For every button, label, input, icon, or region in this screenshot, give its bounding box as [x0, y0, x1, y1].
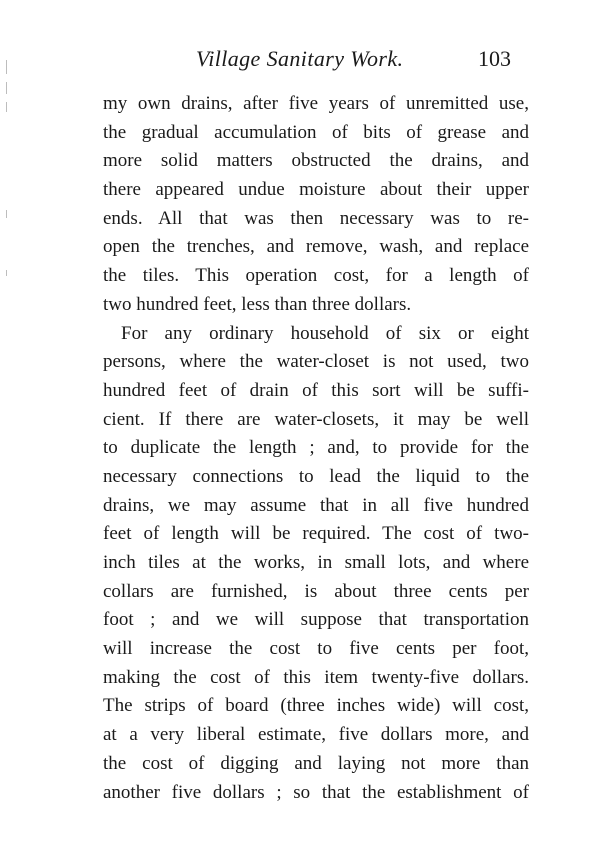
text-line: persons, where the water-closet is not used, two [103, 351, 529, 373]
text-line: foot ; and we will suppose that transportation [103, 609, 529, 631]
text-line: drains, we may assume that in all five hundred [103, 494, 529, 516]
paragraph-new [103, 320, 529, 808]
text-line: there appeared undue moisture about their upper [103, 179, 529, 201]
text-line: inch tiles at the works, in small lots, and where [103, 552, 529, 573]
text-line: ends. All that was then necessary was to re- [103, 207, 529, 229]
text-line: open the trenches, and remove, wash, and replace [103, 236, 529, 258]
margin-marks [6, 60, 10, 280]
paragraph-continued [103, 90, 529, 320]
text-line: collars are furnished, is about three cents per [103, 580, 529, 602]
text-line: another five dollars ; so that the establishment of [103, 781, 529, 803]
text-line: the cost of digging and laying not more than [103, 752, 529, 774]
text-line: will increase the cost to five cents per foot, [103, 638, 529, 660]
running-title: Village Sanitary Work. [196, 46, 404, 71]
running-head [0, 40, 600, 76]
text-line: to duplicate the length ; and, to provide for the [103, 437, 529, 459]
text-line: hundred feet of drain of this sort will be suffi- [103, 379, 529, 401]
text-line: the tiles. This operation cost, for a length of [103, 265, 529, 287]
text-line: making the cost of this item twenty-five dollars. [103, 666, 529, 688]
text-line: The strips of board (three inches wide) will cost, [103, 695, 529, 717]
text-line: more solid matters obstructed the drains, and [103, 150, 529, 172]
text-line: two hundred feet, less than three dollars. [103, 293, 412, 315]
page-number: 103 [478, 46, 511, 71]
text-line: For any ordinary household of six or eight [121, 322, 529, 344]
body-text [103, 90, 529, 807]
text-line: my own drains, after five years of unremitted use, [103, 93, 529, 114]
text-line: cient. If there are water-closets, it may be well [103, 408, 529, 430]
text-line: feet of length will be required. The cost of two- [103, 523, 529, 545]
text-line: necessary connections to lead the liquid to the [103, 465, 529, 487]
text-line: at a very liberal estimate, five dollars more, and [103, 724, 529, 746]
text-line: the gradual accumulation of bits of grease and [103, 121, 529, 143]
